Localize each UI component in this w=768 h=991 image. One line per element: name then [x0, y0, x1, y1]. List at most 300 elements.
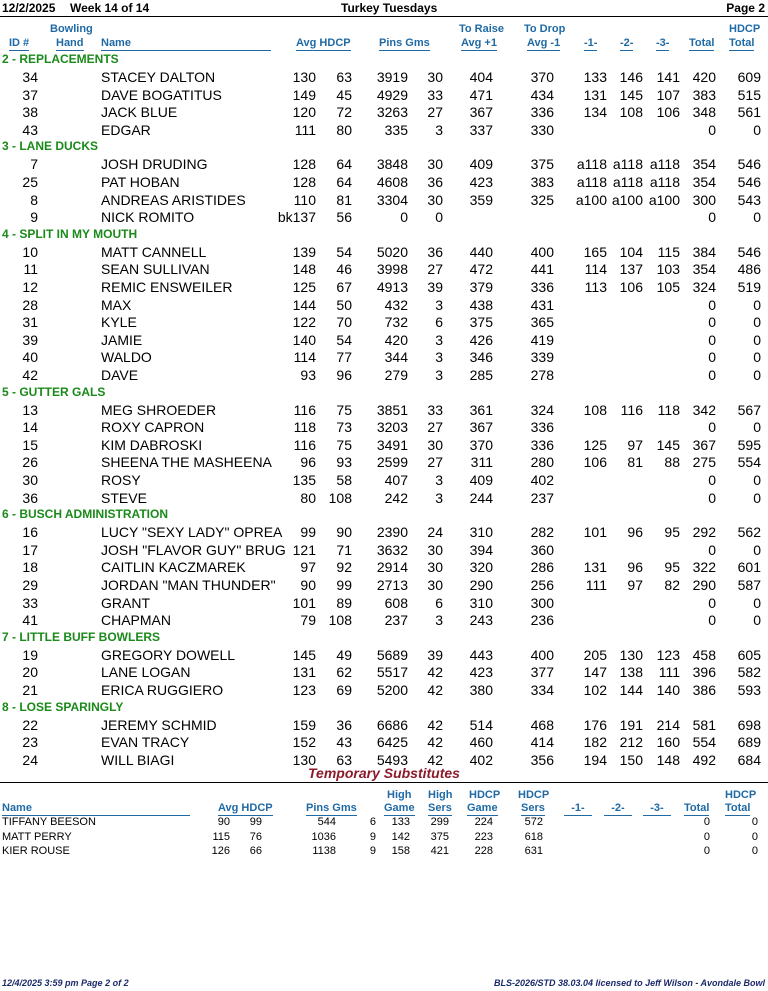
bowler-g3: 105 [656, 279, 680, 295]
bowler-hdcp: 64 [336, 174, 352, 190]
league-name: Turkey Tuesdays [341, 1, 438, 15]
bowler-hdcp-total: 554 [737, 454, 761, 471]
col-game3: -3- [656, 37, 670, 49]
bowler-id: 34 [22, 69, 38, 85]
page-number: Page 2 [726, 1, 765, 15]
bowler-hdcp: 80 [336, 121, 352, 138]
sub-high-sers: 421 [430, 845, 449, 857]
bowler-hdcp-total: 561 [737, 104, 761, 121]
bowler-id: 28 [22, 296, 38, 313]
bowler-avg: 135 [292, 472, 316, 488]
bowler-drop: 336 [530, 104, 554, 121]
col-game2: -2- [620, 37, 634, 49]
bowler-raise: 337 [469, 121, 493, 138]
bowler-drop: 324 [530, 401, 554, 418]
bowler-raise: 380 [469, 682, 493, 698]
bowler-id: 26 [22, 454, 38, 471]
bowler-raise: 426 [469, 331, 493, 348]
bowler-g2: 104 [619, 243, 643, 260]
sub-pins: 1036 [311, 830, 336, 843]
bowler-row [0, 716, 768, 734]
bowler-raise: 290 [469, 577, 493, 593]
bowler-total: 0 [708, 367, 716, 383]
col-id: ID # [9, 37, 30, 49]
bowler-g2: 212 [619, 734, 643, 751]
bowler-pins: 4608 [376, 174, 408, 190]
team-header: 5 - GUTTER GALS [2, 384, 106, 399]
bowler-id: 15 [22, 436, 38, 453]
bowler-raise: 359 [469, 191, 493, 208]
column-headers [0, 22, 768, 52]
bowler-avg: 131 [292, 664, 316, 681]
bowler-hdcp-total: 609 [737, 69, 761, 85]
bowler-hdcp: 71 [336, 541, 352, 558]
subs-col-total: Total [684, 802, 710, 814]
bowler-pins: 3848 [376, 156, 408, 173]
sub-hdcp-total: 0 [751, 845, 758, 857]
col-name: Name [101, 36, 271, 51]
bowler-avg: 93 [300, 367, 316, 383]
bowler-id: 42 [22, 367, 38, 383]
col-game1: -1- [584, 37, 598, 49]
sub-avg: 90 [217, 816, 230, 828]
bowler-total: 0 [708, 594, 716, 611]
bowler-gms: 42 [427, 751, 443, 768]
bowler-drop: 282 [530, 524, 554, 541]
sub-hdcp-game: 228 [474, 845, 493, 857]
bowler-name: JOSH "FLAVOR GUY" BRUG [101, 541, 286, 558]
bowler-gms: 30 [427, 577, 443, 593]
bowler-g1: a118 [576, 174, 607, 190]
bowler-id: 20 [22, 664, 38, 681]
bowler-drop: 441 [530, 261, 554, 278]
bowler-row [0, 733, 768, 751]
bowler-avg: 140 [292, 331, 316, 348]
bowler-name: JEREMY SCHMID [101, 716, 217, 733]
bowler-total: 0 [708, 419, 716, 436]
sub-total: 0 [703, 830, 710, 843]
bowler-raise: 514 [469, 716, 493, 733]
bowler-drop: 360 [530, 541, 554, 558]
bowler-hdcp-total: 593 [737, 682, 761, 698]
bowler-avg: 116 [293, 401, 316, 418]
subs-col-high-game: Game [384, 802, 415, 814]
bowler-drop: 236 [530, 612, 554, 629]
bowler-g1: 114 [584, 261, 607, 278]
bowler-row [0, 594, 768, 612]
bowler-row [0, 576, 768, 594]
bowler-g3: 115 [657, 243, 680, 260]
bowler-drop: 237 [530, 489, 554, 506]
bowler-name: EVAN TRACY [101, 734, 190, 751]
bowler-row [0, 331, 768, 349]
bowler-hdcp: 43 [336, 734, 352, 751]
bowler-raise: 320 [469, 559, 493, 576]
bowler-id: 33 [22, 594, 38, 611]
bowler-gms: 39 [427, 279, 443, 295]
bowler-raise: 311 [470, 454, 493, 471]
team-header: 4 - SPLIT IN MY MOUTH [2, 226, 138, 241]
bowler-pins: 242 [384, 489, 408, 506]
bowler-avg: 159 [292, 716, 316, 733]
footer-license: BLS-2026/STD 38.03.04 licensed to Jeff Wilson - Avondale Bowl [494, 978, 765, 988]
team-header: 8 - LOSE SPARINGLY [2, 699, 124, 714]
bowler-raise: 367 [469, 104, 493, 121]
bowler-total: 354 [692, 156, 716, 173]
bowler-gms: 6 [435, 314, 443, 331]
bowler-total: 348 [692, 104, 716, 121]
bowler-gms: 39 [427, 646, 443, 663]
bowler-total: 275 [692, 454, 716, 471]
bowler-g2: 150 [619, 751, 643, 768]
bowler-g1: 102 [583, 682, 607, 698]
bowler-g1: 133 [583, 69, 607, 85]
bowler-pins: 2713 [376, 577, 408, 593]
bowler-gms: 27 [427, 419, 443, 436]
bowler-hdcp: 92 [336, 559, 352, 576]
bowler-pins: 3491 [376, 436, 408, 453]
subs-col-hdcp-sers: Sers [521, 802, 545, 814]
bowler-avg: 128 [292, 156, 316, 173]
bowler-pins: 279 [384, 367, 408, 383]
sub-total: 0 [703, 845, 710, 857]
bowler-avg: 121 [292, 541, 316, 558]
bowler-hdcp: 45 [336, 86, 352, 103]
bowler-gms: 42 [427, 682, 443, 698]
bowler-raise: 310 [469, 594, 493, 611]
bowler-total: 0 [708, 612, 716, 629]
bowler-total: 0 [708, 121, 716, 138]
bowler-drop: 280 [530, 454, 554, 471]
bowler-drop: 300 [530, 594, 554, 611]
bowler-row [0, 173, 768, 191]
bowler-g1: 113 [584, 279, 607, 295]
bowler-hdcp-total: 605 [737, 646, 761, 663]
bowler-raise: 472 [469, 261, 493, 278]
bowler-avg: bk137 [277, 209, 316, 226]
bowler-hdcp: 90 [336, 524, 352, 541]
bowler-drop: 400 [530, 243, 554, 260]
bowler-name: JACK BLUE [101, 104, 178, 121]
bowler-pins: 6686 [376, 716, 408, 733]
bowler-total: 420 [692, 69, 716, 85]
bowler-row [0, 121, 768, 139]
bowler-g2: 137 [619, 261, 643, 278]
bowler-gms: 42 [427, 664, 443, 681]
bowler-id: 8 [30, 191, 38, 208]
bowler-id: 37 [22, 86, 38, 103]
bowler-name: MATT CANNELL [101, 243, 207, 260]
bowler-id: 30 [22, 472, 38, 488]
bowler-name: KIM DABROSKI [101, 436, 203, 453]
bowler-raise: 440 [469, 243, 493, 260]
bowler-row [0, 208, 768, 226]
bowler-id: 23 [22, 734, 38, 751]
bowler-avg: 149 [292, 86, 316, 103]
bowler-hdcp-total: 543 [737, 191, 761, 208]
bowler-hdcp-total: 698 [737, 716, 761, 733]
bowler-drop: 431 [530, 296, 554, 313]
bowler-drop: 256 [530, 577, 554, 593]
bowler-g3: 88 [664, 454, 680, 471]
bowler-total: 0 [708, 349, 716, 366]
bowler-avg: 130 [292, 69, 316, 85]
bowler-avg: 114 [293, 349, 316, 366]
bowler-hdcp-total: 546 [737, 156, 761, 173]
bowler-pins: 6425 [376, 734, 408, 751]
bowler-avg: 111 [294, 121, 316, 138]
bowler-hdcp-total: 519 [737, 279, 761, 295]
sub-high-game: 133 [391, 816, 410, 828]
bowler-hdcp-total: 689 [737, 734, 761, 751]
substitute-row [0, 830, 768, 844]
bowler-g1: 131 [583, 559, 607, 576]
bowler-raise: 394 [469, 541, 493, 558]
bowler-avg: 145 [292, 646, 316, 663]
bowler-row [0, 681, 768, 699]
bowler-drop: 419 [530, 331, 554, 348]
bowler-gms: 6 [435, 594, 443, 611]
col-avg-minus: Avg -1 [527, 37, 561, 49]
bowler-hdcp-total: 486 [737, 261, 761, 278]
bowler-pins: 2390 [376, 524, 408, 541]
bowler-total: 492 [692, 751, 716, 768]
bowler-g2: 138 [619, 664, 643, 681]
col-hdcp-total: Total [729, 37, 755, 49]
bowler-hdcp-total: 0 [753, 367, 761, 383]
bowler-g3: 111 [658, 664, 680, 681]
bowler-total: 0 [708, 541, 716, 558]
bowler-hdcp-total: 0 [753, 594, 761, 611]
bowler-hdcp-total: 567 [737, 401, 761, 418]
bowler-g1: 131 [583, 86, 607, 103]
bowler-id: 7 [30, 156, 38, 173]
bowler-hdcp-total: 515 [737, 86, 761, 103]
bowler-hdcp: 96 [336, 367, 352, 383]
bowler-hdcp-total: 562 [737, 524, 761, 541]
bowler-hdcp: 77 [336, 349, 352, 366]
bowler-id: 40 [22, 349, 38, 366]
subs-col-game2: -2- [604, 801, 632, 816]
sub-high-sers: 299 [430, 816, 449, 828]
bowler-row [0, 558, 768, 576]
bowler-drop: 336 [530, 279, 554, 295]
bowler-gms: 36 [427, 243, 443, 260]
bowler-pins: 4929 [376, 86, 408, 103]
bowler-g1: 108 [583, 401, 607, 418]
bowler-g2: 97 [627, 436, 643, 453]
bowler-hdcp: 56 [336, 209, 352, 226]
bowler-total: 300 [692, 191, 716, 208]
bowler-id: 11 [23, 261, 38, 278]
subs-column-headers [0, 788, 768, 816]
bowler-total: 0 [708, 489, 716, 506]
bowler-g1: 176 [583, 716, 607, 733]
bowler-g3: 106 [656, 104, 680, 121]
sub-name: MATT PERRY [2, 830, 72, 843]
bowler-g3: 107 [656, 86, 680, 103]
bowler-pins: 237 [384, 612, 408, 629]
bowler-g3: 82 [664, 577, 680, 593]
bowler-id: 22 [22, 716, 38, 733]
bowler-g1: 106 [583, 454, 607, 471]
bowler-id: 25 [22, 174, 38, 190]
bowler-hdcp: 46 [336, 261, 352, 278]
sub-hdcp-sers: 572 [524, 816, 543, 828]
bowler-row [0, 86, 768, 104]
bowler-hdcp: 70 [336, 314, 352, 331]
bowler-pins: 3851 [376, 401, 408, 418]
bowler-hdcp-total: 601 [737, 559, 761, 576]
bowler-row [0, 313, 768, 331]
bowler-id: 36 [22, 489, 38, 506]
bowler-total: 0 [708, 314, 716, 331]
sub-hdcp-total: 0 [751, 816, 758, 828]
bowler-g2: 130 [619, 646, 643, 663]
col-avg-plus: Avg +1 [461, 37, 497, 49]
bowler-hdcp: 99 [336, 577, 352, 593]
bowler-gms: 3 [435, 331, 443, 348]
bowler-hdcp: 93 [336, 454, 352, 471]
bowler-id: 10 [22, 243, 38, 260]
sub-hdcp: 66 [249, 845, 262, 857]
bowler-hdcp-total: 582 [737, 664, 761, 681]
bowler-drop: 402 [530, 472, 554, 488]
bowler-id: 14 [22, 419, 38, 436]
bowler-g2: 144 [619, 682, 643, 698]
sub-avg: 115 [212, 830, 230, 843]
bowler-row [0, 489, 768, 507]
bowler-g3: 145 [656, 436, 680, 453]
bowler-raise: 409 [469, 472, 493, 488]
bowler-hdcp-total: 0 [753, 314, 761, 331]
col-avg-hdcp: Avg HDCP [296, 37, 351, 49]
bowler-hdcp-total: 546 [737, 174, 761, 190]
bowler-hdcp-total: 0 [753, 612, 761, 629]
bowler-id: 16 [22, 524, 38, 541]
bowler-g1: 205 [583, 646, 607, 663]
bowler-id: 31 [22, 314, 38, 331]
sub-hdcp-sers: 631 [524, 845, 543, 857]
sub-hdcp-game: 224 [474, 816, 493, 828]
bowler-gms: 33 [427, 86, 443, 103]
bowler-pins: 420 [384, 331, 408, 348]
bowler-avg: 97 [300, 559, 316, 576]
bowler-total: 384 [692, 243, 716, 260]
bowler-id: 39 [22, 331, 38, 348]
substitute-row [0, 815, 768, 829]
bowler-id: 38 [22, 104, 38, 121]
bowler-g3: a118 [649, 174, 680, 190]
substitute-row [0, 844, 768, 858]
bowler-total: 0 [708, 296, 716, 313]
bowler-raise: 409 [469, 156, 493, 173]
bowler-row [0, 646, 768, 664]
bowler-avg: 90 [300, 577, 316, 593]
col-pins-gms: Pins Gms [379, 37, 430, 49]
bowler-total: 342 [692, 401, 716, 418]
bowler-g2: 145 [619, 86, 643, 103]
bowler-g2: 97 [627, 577, 643, 593]
bowler-raise: 438 [469, 296, 493, 313]
bowler-avg: 79 [300, 612, 316, 629]
bowler-hdcp-total: 0 [753, 331, 761, 348]
bowler-total: 292 [692, 524, 716, 541]
bowler-id: 41 [22, 612, 38, 629]
bowler-hdcp: 69 [336, 682, 352, 698]
bowler-avg: 101 [292, 594, 316, 611]
sub-pins: 544 [317, 816, 336, 828]
bowler-row [0, 453, 768, 471]
bowler-g2: 81 [627, 454, 643, 471]
bowler-pins: 732 [384, 314, 408, 331]
bowler-name: SHEENA THE MASHEENA [101, 454, 272, 471]
bowler-g1: 125 [583, 436, 607, 453]
bowler-hdcp: 108 [328, 489, 352, 506]
bowler-name: ERICA RUGGIERO [101, 682, 224, 698]
bowler-hdcp-total: 0 [753, 419, 761, 436]
bowler-raise: 443 [469, 646, 493, 663]
bowler-avg: 80 [300, 489, 316, 506]
bowler-row [0, 191, 768, 209]
bowler-pins: 3919 [376, 69, 408, 85]
bowler-row [0, 296, 768, 314]
bowler-raise: 423 [469, 664, 493, 681]
bowler-g1: 147 [583, 664, 607, 681]
subs-col-hdcp-game: Game [467, 802, 498, 814]
bowler-g1: a100 [575, 191, 607, 208]
col-bowling: Bowling [50, 23, 93, 35]
sub-pins: 1138 [312, 845, 336, 857]
bowler-raise: 379 [469, 279, 493, 295]
bowler-raise: 244 [469, 489, 493, 506]
bowler-hdcp: 108 [328, 612, 352, 629]
bowler-hdcp: 64 [336, 156, 352, 173]
bowler-hdcp-total: 684 [737, 751, 761, 768]
bowler-g2: a118 [612, 156, 643, 173]
bowler-hdcp-total: 0 [753, 349, 761, 366]
bowler-avg: 148 [292, 261, 316, 278]
bowler-gms: 30 [427, 69, 443, 85]
bowler-g3: 123 [656, 646, 680, 663]
bowler-raise: 361 [469, 401, 493, 418]
sub-name: TIFFANY BEESON [2, 816, 96, 828]
bowler-hdcp: 54 [336, 243, 352, 260]
sub-high-game: 142 [391, 830, 410, 843]
bowler-total: 554 [692, 734, 716, 751]
bowler-raise: 375 [469, 314, 493, 331]
bowler-g3: a118 [649, 156, 680, 173]
bowler-avg: 118 [293, 419, 316, 436]
bowler-pins: 3263 [376, 104, 408, 121]
bowler-avg: 125 [292, 279, 316, 295]
bowler-gms: 0 [435, 209, 443, 226]
bowler-raise: 346 [469, 349, 493, 366]
bowler-row [0, 523, 768, 541]
col-to-drop: To Drop [524, 23, 566, 35]
bowler-g3: a100 [648, 191, 680, 208]
bowler-pins: 4913 [376, 279, 408, 295]
bowler-row [0, 611, 768, 629]
bowler-g3: 141 [656, 69, 680, 85]
bowler-g3: 95 [664, 524, 680, 541]
bowler-raise: 310 [469, 524, 493, 541]
bowler-pins: 407 [384, 472, 408, 488]
sub-gms: 9 [369, 830, 376, 843]
bowler-total: 396 [692, 664, 716, 681]
sub-hdcp-sers: 618 [524, 830, 543, 843]
bowler-g3: 148 [656, 751, 680, 768]
